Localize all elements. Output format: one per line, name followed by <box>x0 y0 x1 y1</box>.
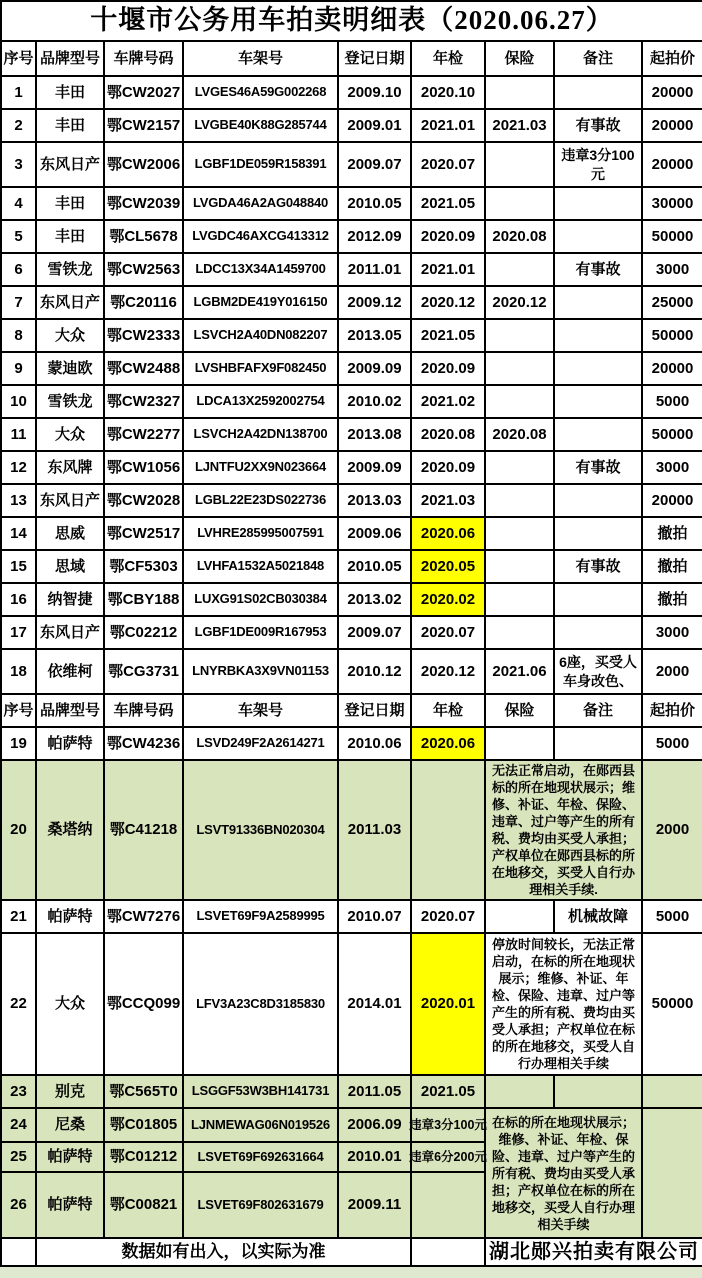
header-cell: 保险 <box>485 694 554 727</box>
table-cell: 2009.06 <box>338 517 411 550</box>
table-cell: LVSHBFAFX9F082450 <box>183 352 338 385</box>
table-cell: LSVD249F2A2614271 <box>183 727 338 760</box>
table-cell: 12 <box>1 451 36 484</box>
table-cell: 2010.01 <box>338 1142 411 1172</box>
table-cell: 50000 <box>642 319 702 352</box>
table-cell: 丰田 <box>36 220 104 253</box>
table-cell: 2011.01 <box>338 253 411 286</box>
table-cell: 鄂CW2327 <box>104 385 183 418</box>
table-cell: 东风日产 <box>36 616 104 649</box>
table-cell: LSVCH2A40DN082207 <box>183 319 338 352</box>
table-cell: 2020.07 <box>411 142 485 187</box>
header-cell: 品牌型号 <box>36 41 104 76</box>
table-cell <box>485 253 554 286</box>
table-cell: 20 <box>1 760 36 900</box>
table-cell: 别克 <box>36 1075 104 1108</box>
table-cell: LUXG91S02CB030384 <box>183 583 338 616</box>
table-cell: 鄂CW2006 <box>104 142 183 187</box>
header-cell: 起拍价 <box>642 41 702 76</box>
table-row <box>1 583 702 616</box>
table-row <box>1 187 702 220</box>
table-cell: 2009.01 <box>338 109 411 142</box>
header-cell: 登记日期 <box>338 41 411 76</box>
table-cell: 思威 <box>36 517 104 550</box>
table-cell: 鄂CW1056 <box>104 451 183 484</box>
table-cell: 20000 <box>642 109 702 142</box>
table-row <box>1 1108 702 1142</box>
table-cell: 50000 <box>642 220 702 253</box>
table-cell: 雪铁龙 <box>36 253 104 286</box>
table-cell: 30000 <box>642 187 702 220</box>
header-cell: 备注 <box>554 694 642 727</box>
table-cell: 鄂C02212 <box>104 616 183 649</box>
table-cell: 2021.06 <box>485 649 554 694</box>
table-cell: 2020.08 <box>485 418 554 451</box>
table-row <box>1 616 702 649</box>
table-cell: 2009.09 <box>338 451 411 484</box>
table-cell: LJNTFU2XX9N023664 <box>183 451 338 484</box>
table-cell: 鄂CW2157 <box>104 109 183 142</box>
table-cell <box>485 1075 554 1108</box>
table-cell: 大众 <box>36 933 104 1075</box>
table-cell: 23 <box>1 1075 36 1108</box>
table-cell: 2010.05 <box>338 187 411 220</box>
footer-company: 湖北郧兴拍卖有限公司 <box>485 1238 702 1266</box>
table-cell <box>411 1142 485 1172</box>
table-cell: 帕萨特 <box>36 1172 104 1238</box>
table-cell: 鄂CW2039 <box>104 187 183 220</box>
table-cell: 2010.05 <box>338 550 411 583</box>
table-cell: LNYRBKA3X9VN01153 <box>183 649 338 694</box>
table-cell <box>642 1108 702 1238</box>
table-cell: LJNMEWAG06N019526 <box>183 1108 338 1142</box>
table-cell: 大众 <box>36 319 104 352</box>
table-cell: 2009.10 <box>338 76 411 109</box>
table-cell: 鄂CW2277 <box>104 418 183 451</box>
table-cell: 6座，买受人车身改色、 <box>554 649 642 694</box>
table-cell <box>411 1108 485 1142</box>
table-cell: LGBF1DE059R158391 <box>183 142 338 187</box>
table-row <box>1 220 702 253</box>
table-cell: 撤拍 <box>642 517 702 550</box>
table-cell: LVGDC46AXCG413312 <box>183 220 338 253</box>
table-cell <box>554 385 642 418</box>
table-cell: 2010.12 <box>338 649 411 694</box>
table-cell <box>411 760 485 900</box>
table-cell: 2020.09 <box>411 451 485 484</box>
table-cell: 蒙迪欧 <box>36 352 104 385</box>
table-cell: 18 <box>1 649 36 694</box>
header-cell: 车牌号码 <box>104 694 183 727</box>
table-cell: 2010.07 <box>338 900 411 933</box>
table-cell: 有事故 <box>554 451 642 484</box>
table-cell: 鄂CL5678 <box>104 220 183 253</box>
table-cell: 纳智捷 <box>36 583 104 616</box>
table-cell: 鄂C00821 <box>104 1172 183 1238</box>
table-cell: 帕萨特 <box>36 900 104 933</box>
table-cell: 2011.05 <box>338 1075 411 1108</box>
header-cell: 品牌型号 <box>36 694 104 727</box>
table-row <box>1 385 702 418</box>
table-cell: 有事故 <box>554 109 642 142</box>
column-header-row <box>1 694 702 727</box>
table-cell: 2013.08 <box>338 418 411 451</box>
table-cell: 丰田 <box>36 187 104 220</box>
table-cell: 鄂CW2333 <box>104 319 183 352</box>
table-cell: 鄂C565T0 <box>104 1075 183 1108</box>
table-cell: 7 <box>1 286 36 319</box>
table-cell: 2020.12 <box>411 286 485 319</box>
table-cell <box>485 550 554 583</box>
table-cell: 2013.05 <box>338 319 411 352</box>
table-cell: 撤拍 <box>642 583 702 616</box>
table-cell <box>485 451 554 484</box>
footer-empty-cell <box>1 1238 36 1266</box>
table-row <box>1 1075 702 1108</box>
table-cell: LGBF1DE009R167953 <box>183 616 338 649</box>
table-cell: 25000 <box>642 286 702 319</box>
table-cell: 帕萨特 <box>36 1142 104 1172</box>
violation-note: 违章6分200元 <box>409 1150 487 1165</box>
page-title: 十堰市公务用车拍卖明细表（2020.06.27） <box>1 1 702 41</box>
table-cell: 鄂C20116 <box>104 286 183 319</box>
table-cell: 丰田 <box>36 76 104 109</box>
table-cell: 撤拍 <box>642 550 702 583</box>
table-cell: 鄂CW2563 <box>104 253 183 286</box>
table-cell: 4 <box>1 187 36 220</box>
table-cell: 鄂CW2028 <box>104 484 183 517</box>
table-row <box>1 484 702 517</box>
table-cell: 20000 <box>642 142 702 187</box>
table-cell: 2020.07 <box>411 900 485 933</box>
table-cell: LVHRE285995007591 <box>183 517 338 550</box>
table-cell: 鄂CG3731 <box>104 649 183 694</box>
table-cell <box>485 517 554 550</box>
table-cell <box>485 142 554 187</box>
table-cell: 2020.06 <box>411 517 485 550</box>
table-cell: 思域 <box>36 550 104 583</box>
table-cell <box>485 319 554 352</box>
table-cell: 鄂C01805 <box>104 1108 183 1142</box>
table-cell: 24 <box>1 1108 36 1142</box>
table-row <box>1 550 702 583</box>
table-cell: 5 <box>1 220 36 253</box>
table-cell: 2009.07 <box>338 142 411 187</box>
table-cell <box>554 286 642 319</box>
table-cell: 2010.06 <box>338 727 411 760</box>
footer-empty-cell-2 <box>411 1238 485 1266</box>
table-cell: 16 <box>1 583 36 616</box>
table-row <box>1 760 702 900</box>
table-cell: 东风日产 <box>36 484 104 517</box>
table-cell: LVGDA46A2AG048840 <box>183 187 338 220</box>
table-cell: 有事故 <box>554 550 642 583</box>
table-cell: 2020.09 <box>411 352 485 385</box>
table-cell: 2006.09 <box>338 1108 411 1142</box>
table-cell: 2020.06 <box>411 727 485 760</box>
table-row <box>1 286 702 319</box>
table-cell: 大众 <box>36 418 104 451</box>
table-cell <box>554 1075 642 1108</box>
table-row <box>1 109 702 142</box>
table-cell: 2021.01 <box>411 253 485 286</box>
table-cell: 2020.01 <box>411 933 485 1075</box>
table-cell: 鄂CW2488 <box>104 352 183 385</box>
header-cell: 序号 <box>1 41 36 76</box>
table-cell: 26 <box>1 1172 36 1238</box>
header-cell: 起拍价 <box>642 694 702 727</box>
table-cell: LDCA13X2592002754 <box>183 385 338 418</box>
table-row <box>1 451 702 484</box>
footer-note: 数据如有出入，以实际为准 <box>36 1238 411 1266</box>
table-cell: 机械故障 <box>554 900 642 933</box>
header-cell: 备注 <box>554 41 642 76</box>
table-cell: 有事故 <box>554 253 642 286</box>
table-cell: 2020.07 <box>411 616 485 649</box>
table-cell <box>485 187 554 220</box>
table-cell: 2021.05 <box>411 319 485 352</box>
table-cell <box>554 220 642 253</box>
table-cell: 2021.05 <box>411 187 485 220</box>
table-cell <box>554 187 642 220</box>
table-cell: 25 <box>1 1142 36 1172</box>
table-cell: 20000 <box>642 352 702 385</box>
table-cell <box>642 1075 702 1108</box>
table-cell <box>485 385 554 418</box>
table-row <box>1 319 702 352</box>
table-cell <box>485 727 554 760</box>
table-row <box>1 253 702 286</box>
table-row <box>1 933 702 1075</box>
table-cell: LSGGF53W3BH141731 <box>183 1075 338 1108</box>
table-cell: 东风牌 <box>36 451 104 484</box>
table-cell: 尼桑 <box>36 1108 104 1142</box>
table-row <box>1 142 702 187</box>
table-cell: LSVT91336BN020304 <box>183 760 338 900</box>
table-cell: 鄂C41218 <box>104 760 183 900</box>
table-cell: 2000 <box>642 649 702 694</box>
table-cell <box>554 76 642 109</box>
table-cell: 20000 <box>642 484 702 517</box>
table-cell: 2014.01 <box>338 933 411 1075</box>
table-cell: 2020.12 <box>485 286 554 319</box>
table-cell: 19 <box>1 727 36 760</box>
table-row <box>1 649 702 694</box>
table-cell: 雪铁龙 <box>36 385 104 418</box>
table-cell: 丰田 <box>36 109 104 142</box>
table-cell: LGBL22E23DS022736 <box>183 484 338 517</box>
table-cell: 2009.09 <box>338 352 411 385</box>
table-cell: 2009.12 <box>338 286 411 319</box>
header-cell: 车牌号码 <box>104 41 183 76</box>
table-cell: LSVET69F692631664 <box>183 1142 338 1172</box>
header-cell: 车架号 <box>183 41 338 76</box>
header-cell: 年检 <box>411 694 485 727</box>
table-cell: LDCC13X34A1459700 <box>183 253 338 286</box>
table-cell: 鄂CBY188 <box>104 583 183 616</box>
table-cell: 2020.12 <box>411 649 485 694</box>
table-cell: 鄂CF5303 <box>104 550 183 583</box>
table-cell: LVGBE40K88G285744 <box>183 109 338 142</box>
table-row <box>1 76 702 109</box>
table-cell: 2013.03 <box>338 484 411 517</box>
table-cell: 2021.01 <box>411 109 485 142</box>
table-cell: 2020.08 <box>485 220 554 253</box>
table-row <box>1 727 702 760</box>
table-cell: 2012.09 <box>338 220 411 253</box>
table-cell: LSVET69F9A2589995 <box>183 900 338 933</box>
table-cell: 17 <box>1 616 36 649</box>
column-header-row <box>1 41 702 76</box>
table-cell <box>554 616 642 649</box>
table-cell: 5000 <box>642 900 702 933</box>
table-row <box>1 900 702 933</box>
table-cell: 3000 <box>642 616 702 649</box>
table-cell: LSVET69F802631679 <box>183 1172 338 1238</box>
table-cell: 2011.03 <box>338 760 411 900</box>
table-cell: 2009.07 <box>338 616 411 649</box>
header-cell: 序号 <box>1 694 36 727</box>
table-cell: 5000 <box>642 727 702 760</box>
table-cell: 2020.02 <box>411 583 485 616</box>
table-cell <box>485 900 554 933</box>
table-cell <box>554 319 642 352</box>
table-cell: 依维柯 <box>36 649 104 694</box>
table-row <box>1 352 702 385</box>
table-cell: 1 <box>1 76 36 109</box>
table-cell: 东风日产 <box>36 286 104 319</box>
table-row <box>1 517 702 550</box>
title-row <box>1 1 702 41</box>
table-cell: 2021.03 <box>485 109 554 142</box>
table-cell <box>554 484 642 517</box>
table-cell: 停放时间较长，无法正常启动，在标的所在地现状展示；维修、补证、年检、保险、违章、过户等产生的所有税、费均由买受人承担；产权单位在标的所在地移交，买受人自行办理相关手续 <box>485 933 642 1075</box>
table-cell: 2021.03 <box>411 484 485 517</box>
table-cell: 2021.02 <box>411 385 485 418</box>
table-cell: 11 <box>1 418 36 451</box>
table-cell <box>485 76 554 109</box>
table-cell: LVHFA1532A5021848 <box>183 550 338 583</box>
table-cell: 3000 <box>642 253 702 286</box>
header-cell: 车架号 <box>183 694 338 727</box>
table-cell: 6 <box>1 253 36 286</box>
table-cell: 21 <box>1 900 36 933</box>
table-cell: 3 <box>1 142 36 187</box>
table-cell: 帕萨特 <box>36 727 104 760</box>
table-cell: 3000 <box>642 451 702 484</box>
table-cell: 9 <box>1 352 36 385</box>
table-cell: LSVCH2A42DN138700 <box>183 418 338 451</box>
table-cell <box>554 727 642 760</box>
table-cell: 10 <box>1 385 36 418</box>
table-cell: 15 <box>1 550 36 583</box>
table-cell <box>554 583 642 616</box>
table-cell: 违章3分100元 <box>554 142 642 187</box>
table-cell: LFV3A23C8D3185830 <box>183 933 338 1075</box>
table-cell <box>485 484 554 517</box>
header-cell: 登记日期 <box>338 694 411 727</box>
table-cell: 2000 <box>642 760 702 900</box>
header-cell: 年检 <box>411 41 485 76</box>
table-cell: 鄂C01212 <box>104 1142 183 1172</box>
table-cell <box>554 352 642 385</box>
table-row <box>1 418 702 451</box>
table-cell: 在标的所在地现状展示；维修、补证、年检、保险、违章、过户等产生的所有税、费均由买受人承担；产权单位在标的所在地移交，买受人自行办理相关手续 <box>485 1108 642 1238</box>
table-cell: 2 <box>1 109 36 142</box>
table-cell: 鄂CCQ099 <box>104 933 183 1075</box>
table-cell: LGBM2DE419Y016150 <box>183 286 338 319</box>
table-cell: 东风日产 <box>36 142 104 187</box>
table-cell <box>485 583 554 616</box>
table-cell: 2021.05 <box>411 1075 485 1108</box>
table-cell: 鄂CW2027 <box>104 76 183 109</box>
table-cell: 2020.08 <box>411 418 485 451</box>
table-cell: 鄂CW4236 <box>104 727 183 760</box>
table-cell <box>485 616 554 649</box>
table-cell: 50000 <box>642 933 702 1075</box>
table-cell <box>554 517 642 550</box>
header-cell: 保险 <box>485 41 554 76</box>
table-cell: 22 <box>1 933 36 1075</box>
violation-note: 违章3分100元 <box>409 1118 487 1133</box>
table-cell: 鄂CW7276 <box>104 900 183 933</box>
table-cell: 鄂CW2517 <box>104 517 183 550</box>
table-cell: 2020.10 <box>411 76 485 109</box>
table-cell: 2020.05 <box>411 550 485 583</box>
table-cell <box>554 418 642 451</box>
footer-row <box>1 1238 702 1266</box>
table-cell: 2009.11 <box>338 1172 411 1238</box>
table-cell: 14 <box>1 517 36 550</box>
table-cell: 无法正常启动，在郧西县标的所在地现状展示；维修、补证、年检、保险、违章、过户等产生的所有税、费均由买受人承担；产权单位在郧西县标的所在地移交，买受人自行办理相关手续. <box>485 760 642 900</box>
table-cell: 桑塔纳 <box>36 760 104 900</box>
table-cell: 5000 <box>642 385 702 418</box>
table-cell: 20000 <box>642 76 702 109</box>
table-cell: 2010.02 <box>338 385 411 418</box>
table-cell: 13 <box>1 484 36 517</box>
table-cell: 2013.02 <box>338 583 411 616</box>
table-cell: 50000 <box>642 418 702 451</box>
table-cell <box>411 1172 485 1238</box>
table-cell: 2020.09 <box>411 220 485 253</box>
table-cell: 8 <box>1 319 36 352</box>
table-cell <box>485 352 554 385</box>
table-cell: LVGES46A59G002268 <box>183 76 338 109</box>
